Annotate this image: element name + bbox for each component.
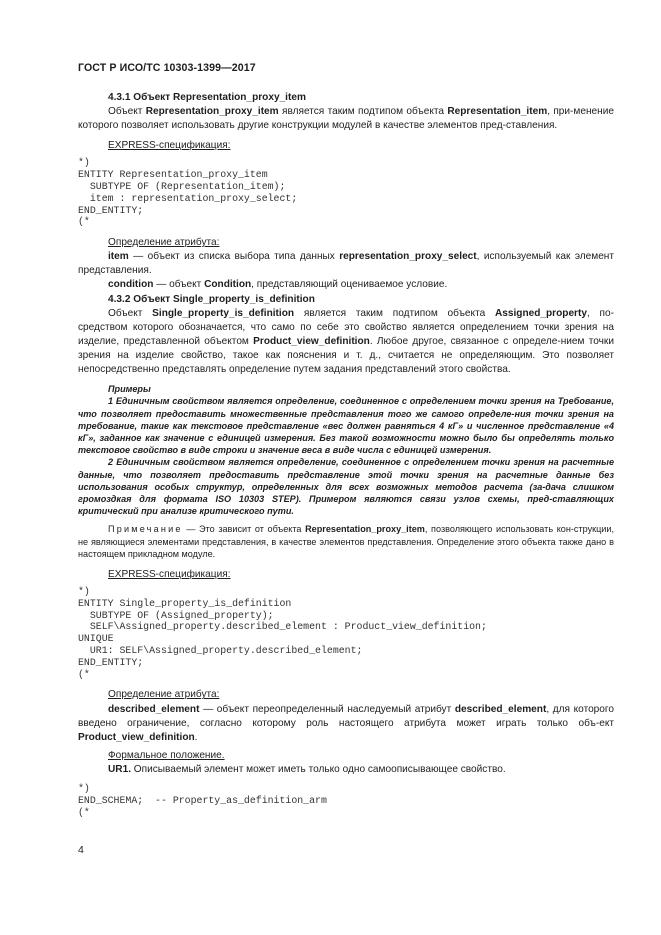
example-2: 2 Единичным свойством является определение, соединенное с определением точки зрения на расчетные данные, что позволяет предоставить представление этой точки зрения на расчетные данные без использования особых структур, определенных для всех возможных методов расчета (за-дача слишком громоздкая для формата ISO 10303 STEP). Примером являются связи узлов схемы, пред-ставляющих критический при анализе критического пути. <box>78 457 614 517</box>
formal-proposition-label: Формальное положение. <box>108 749 225 761</box>
paragraph-single-property-is-definition: Объект Single_property_is_definition является таким подтипом объекта Assigned_property, по-средством которого обозначается, что само по себе это свойство является определением точки зрения на изделие, представленной объектом Product_view_definition. Любое другое, связанное с определе-нием точки зрения на изделие свойство, такое как пояснения и т. д., считается не определяющим. Это позволяет непосредственно представлять определение путем задания представлений этого свойства. <box>78 307 614 375</box>
page-content <box>78 91 614 818</box>
attribute-definition-label-2: Определение атрибута: <box>108 689 220 701</box>
described-element-definition: described_element — объект переопределенный наследуемый атрибут described_element, для которого введено ограничение, согласно которому роль настоящего атрибута может играть только объ-ект Product_view_definition. <box>78 703 614 743</box>
document-header: ГОСТ Р ИСО/ТС 10303-1399—2017 <box>78 62 256 74</box>
item-attribute-definition: item — объект из списка выбора типа данных representation_proxy_select, используемый как элемент представления. <box>78 251 615 277</box>
page-number: 4 <box>78 844 84 856</box>
express-spec-label-2: EXPRESS-спецификация: <box>108 568 231 580</box>
note-paragraph: Примечание — Это зависит от объекта Representation_proxy_item, позволяющего использовать кон-струкции, не являющиеся элементами представления, в качестве элементов представления. Определение этого объекта также дано в настоящем прикладном модуле. <box>78 524 614 559</box>
examples-block <box>78 383 614 517</box>
condition-attribute-definition: condition — объект Condition, представляющий оцениваемое условие. <box>108 279 448 291</box>
end-schema-code: *) END_SCHEMA; -- Property_as_definition_arm (* <box>78 782 327 818</box>
section-heading-4-3-2: 4.3.2 Объект Single_property_is_definition <box>108 293 315 305</box>
express-spec-label: EXPRESS-спецификация: <box>108 140 231 152</box>
example-1: 1 Единичным свойством является определение, соединенное с определением точки зрения на Требование, что позволяет предоставить множественные представления того же самого определе-ния точки зрения на требование, такие как текстовое представление «вес должен равняться 4 кГ» и численное представление «4 кГ», заданное как значение с единицей измерения. Без такой возможности можно было бы определять только текстовое свойство в виде строки и значение веса в виде числа с единицей измерения. <box>78 396 614 456</box>
express-code-block-2: *) ENTITY Single_property_is_definition SUBTYPE OF (Assigned_property); SELF\Assigned_property.described_element : Product_view_definition; UNIQUE UR1: SELF\Assigned_property.described_element; END_ENTITY; (* <box>78 586 487 680</box>
express-code-block: *) ENTITY Representation_proxy_item SUBTYPE OF (Representation_item); item : representation_proxy_select; END_ENTITY; (* <box>78 157 298 228</box>
formal-proposition-ur1: UR1. Описываемый элемент может иметь только одно самоописывающее свойство. <box>108 763 506 775</box>
section-heading-4-3-1: 4.3.1 Объект Representation_proxy_item <box>108 92 306 103</box>
paragraph-representation-proxy-item: Объект Representation_proxy_item является таким подтипом объекта Representation_item, при-менение которого позволяет использовать другие конструкции модулей в качестве элементов пред-ставления. <box>78 106 614 132</box>
attribute-definition-label: Определение атрибута: <box>108 237 220 249</box>
examples-title: Примеры <box>108 384 151 395</box>
note-label: Примечание <box>108 524 183 535</box>
